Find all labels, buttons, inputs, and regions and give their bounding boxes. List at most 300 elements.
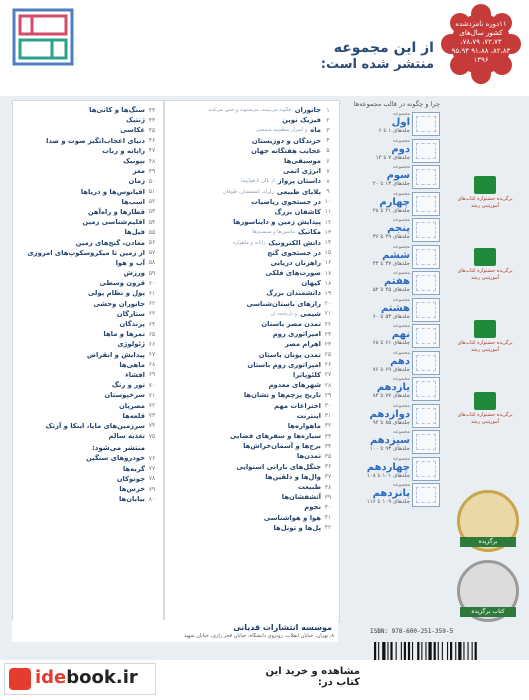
book-title: نجوم: [304, 503, 321, 512]
book-item: [169, 125, 335, 135]
thumbnail-frame: [416, 381, 436, 397]
volume-thumbnail-icon: [412, 351, 440, 375]
volume-thumbnail-icon: [412, 165, 440, 189]
book-title: ستارگان: [116, 309, 145, 318]
volume-meta: [373, 191, 410, 215]
book-number: ۶۰: [148, 279, 156, 287]
series-logo: [12, 8, 74, 66]
book-item: [17, 309, 159, 319]
book-number: ۳۴: [324, 442, 332, 450]
book-number: ۴۱: [324, 514, 332, 522]
book-item: [17, 350, 159, 360]
book-item: [17, 217, 159, 227]
book-title: مکانیک: [298, 228, 321, 237]
book-title: ماه: [310, 126, 321, 135]
book-number: ۹: [326, 188, 330, 196]
volume-range: جلدهای ۸۵ تا ۹۲: [372, 419, 410, 426]
book-number: ۱۵: [324, 249, 332, 257]
book-item: [169, 227, 335, 237]
volume-label: مجموعه: [392, 482, 410, 488]
book-number: ۱۸: [324, 279, 332, 287]
book-number: ۴: [326, 137, 330, 145]
award-caption: برگزیده جشنواره کتاب‌های آموزشی رشد: [457, 412, 513, 425]
book-award-icon: [474, 176, 496, 194]
book-item: [169, 421, 335, 431]
book-item: [169, 350, 335, 360]
book-title: داستان پرواز: [277, 177, 321, 186]
book-number: ۵: [326, 147, 330, 155]
volume-label: مجموعه: [392, 296, 410, 303]
book-number: ۴۶: [148, 137, 156, 145]
award-caption: برگزیده جشنواره کتاب‌های آموزشی رشد: [457, 268, 513, 281]
volume-thumbnail-icon: [412, 218, 440, 242]
book-number: ۳۰: [324, 402, 332, 410]
book-number: ۱۳: [324, 228, 332, 236]
book-item: [169, 319, 335, 329]
thumbnail-frame: [416, 275, 436, 291]
volume-thumbnail-icon: [412, 377, 440, 401]
book-title: انرژی اتمی: [283, 167, 321, 176]
book-item: [169, 207, 335, 217]
volume-entry: [342, 428, 440, 455]
book-number: ۵۳: [148, 208, 156, 216]
book-title: تمرها و ماها: [103, 330, 145, 339]
volume-name: پنجم: [387, 223, 410, 234]
book-title: کاشفان بزرگ: [274, 207, 321, 216]
book-item: [169, 523, 335, 533]
book-item: [17, 166, 159, 176]
book-number: ۲۷: [324, 371, 332, 379]
book-title: سنگ‌ها و کانی‌ها: [89, 106, 145, 115]
book-title: منتشر می‌شود:: [91, 444, 145, 453]
volume-entry: [342, 349, 440, 376]
volume-label: مجموعه: [392, 137, 410, 144]
book-number: ۵۶: [148, 239, 156, 247]
book-item: [169, 217, 335, 227]
book-item: [17, 176, 159, 186]
book-item: [17, 268, 159, 278]
book-subtitle: زلزله، آتشفشان، طوفان: [223, 188, 274, 195]
volume-range: جلدهای ۱۳ تا ۲۰: [372, 181, 410, 187]
book-title: خرس‌ها: [119, 485, 145, 494]
book-item: [17, 411, 159, 421]
volume-thumbnail-icon: [412, 139, 440, 163]
book-number: ۲۶: [324, 361, 332, 369]
left-list: [13, 101, 163, 508]
volume-label: مجموعه: [392, 217, 410, 223]
book-item: [169, 431, 335, 441]
book-number: ۱۱: [324, 208, 332, 216]
book-title: جانوران: [294, 106, 321, 115]
book-item: [17, 136, 159, 146]
book-title: آب و هوا: [115, 258, 145, 267]
book-number: ۵۷: [148, 249, 156, 257]
book-title: کیهان: [301, 279, 321, 288]
volume-entry: [342, 243, 440, 270]
header: [0, 0, 529, 96]
book-item: [17, 319, 159, 329]
book-item: [169, 115, 335, 125]
book-title: بیونیک: [123, 157, 145, 166]
volume-entry: [342, 163, 440, 190]
book-number: ۱۲: [324, 218, 332, 226]
book-subtitle: چگونه می‌بینند، می‌شنوند و حس می‌کنند: [208, 107, 292, 114]
volume-name: چهارم: [379, 196, 410, 208]
book-number: ۳۸: [324, 483, 332, 491]
book-item: [169, 492, 335, 502]
book-item: [17, 484, 159, 494]
book-title: پرندگان: [119, 320, 145, 329]
book-number: ۷۵: [148, 432, 156, 440]
headline: [321, 40, 434, 73]
book-title: زمان: [128, 177, 145, 186]
book-title: برج‌ها و آسمان‌خراش‌ها: [243, 442, 321, 451]
publisher-name: موسسه انتشارات قدیانی: [233, 623, 332, 632]
volume-name: دوم: [391, 143, 410, 155]
book-item: [169, 339, 335, 349]
volume-entry: [342, 322, 440, 349]
book-title: پیدایش و انقراض: [86, 350, 145, 359]
book-item: [17, 474, 159, 484]
book-title: تمدن یونان باستان: [258, 350, 321, 359]
thumbnail-frame: [416, 434, 436, 450]
book-title: فیزیک نوین: [282, 116, 321, 125]
book-title: تغذیه سالم: [108, 432, 145, 441]
volume-column: [342, 100, 440, 508]
book-item: [169, 390, 335, 400]
silver-seal: [457, 560, 519, 622]
volume-entry: [342, 296, 440, 323]
book-number: ۳: [326, 126, 330, 134]
book-title: عکاسی: [120, 126, 145, 135]
book-title: اقلیم‌شناسی زمین: [82, 218, 145, 227]
volume-name: یازدهم: [376, 382, 410, 393]
book-item: [17, 494, 159, 504]
volume-range: جلدهای ۵۳ تا ۶۰: [372, 313, 410, 320]
book-number: ۵۲: [148, 198, 156, 206]
book-title: رایانه و ربات: [102, 146, 145, 155]
book-number: ۲۴: [324, 340, 332, 348]
volume-meta: [373, 164, 410, 188]
book-award-icon: [474, 248, 496, 266]
book-title: راهزنان دریایی: [270, 258, 321, 267]
book-number: ۶۳: [148, 310, 156, 318]
book-item: [169, 441, 335, 451]
book-item: [17, 421, 159, 431]
book-number: ۴۳: [148, 106, 156, 114]
volume-thumbnail-icon: [412, 245, 440, 269]
book-title: نور و رنگ: [111, 381, 145, 390]
volume-meta: [373, 350, 410, 374]
book-item: [169, 360, 335, 370]
book-number: ۶۵: [148, 330, 156, 338]
volume-label: مجموعه: [392, 429, 410, 435]
volume-name: چهاردهم: [366, 461, 410, 473]
volume-range: جلدهای ۶۱ تا ۶۸: [372, 340, 410, 346]
book-number: ۴۴: [148, 116, 156, 124]
volume-entry: [342, 455, 440, 482]
book-number: ۱۶: [324, 259, 332, 267]
book-title: عجایب هفتگانه جهان: [251, 146, 321, 155]
book-item: [17, 278, 159, 288]
book-title: مغز: [132, 167, 145, 176]
book-list-middle: [164, 100, 340, 622]
book-title: طبیعت: [298, 483, 321, 492]
book-number: ۶۲: [148, 300, 156, 308]
book-number: ۷: [326, 167, 330, 175]
volume-range: جلدهای ۹۳ تا ۱۰۰: [369, 446, 410, 452]
book-number: ۶: [326, 157, 330, 165]
mid-list: [165, 101, 339, 537]
award-badge: [455, 392, 515, 440]
volume-entry: [342, 481, 440, 508]
book-title: جونوکان: [116, 474, 145, 483]
book-number: ۳۲: [324, 422, 332, 430]
book-title: مصریان: [118, 401, 145, 410]
book-title: رازهای باستان‌شناسی: [246, 299, 321, 308]
volume-entry: [342, 137, 440, 164]
book-number: ۴۰: [324, 503, 332, 511]
book-item: [169, 502, 335, 512]
book-subtitle: ماشین‌ها و سیستم‌ها: [252, 229, 295, 236]
publisher-bar: [12, 620, 338, 642]
book-title: صورت‌های فلکی: [265, 269, 321, 278]
book-title: جانوران وحشی: [93, 299, 145, 308]
book-number: ۵۵: [148, 228, 156, 236]
thumbnail-frame: [416, 143, 436, 159]
volume-label: مجموعه: [392, 111, 410, 117]
book-title: دانشمندان بزرگ: [266, 289, 321, 298]
volume-label: مجموعه: [392, 190, 410, 197]
book-list-left: [12, 100, 164, 622]
book-number: ۱۷: [324, 269, 332, 277]
book-title: اسب‌ها: [121, 197, 145, 206]
volume-meta: [376, 138, 410, 162]
book-number: ۷۳: [148, 412, 156, 420]
book-number: ۷۱: [148, 391, 156, 399]
volume-name: هفتم: [383, 276, 410, 287]
volume-range: جلدهای ۲۱ تا ۲۸: [372, 207, 410, 214]
nomination-badge: [441, 4, 521, 84]
volume-label: مجموعه: [392, 349, 410, 356]
volume-thumbnail-icon: [412, 430, 440, 454]
book-item: [169, 268, 335, 278]
award-badge: [455, 176, 515, 224]
book-number: ۵۸: [148, 259, 156, 267]
book-title: ماهی‌ها: [119, 360, 145, 369]
book-title: امپراتوری روم باستان: [247, 360, 321, 369]
book-number: ۲۹: [324, 391, 332, 399]
idebook-logo-icon: [9, 668, 31, 690]
book-number: ۲۰: [324, 300, 332, 308]
book-title: خزندگان و دوزیستان: [251, 136, 321, 145]
book-item: [169, 309, 335, 319]
volume-entry: [342, 269, 440, 296]
thumbnail-frame: [416, 487, 436, 503]
book-number: ۷۹: [148, 485, 156, 493]
volume-entry: [342, 190, 440, 217]
book-title: هوا و هواشناسی: [263, 513, 321, 522]
book-title: معادن، گنج‌های زمین: [75, 238, 145, 247]
book-number: ۵۴: [148, 218, 156, 226]
book-number: ۲۸: [324, 381, 332, 389]
book-title: بلایای طبیعی: [276, 187, 321, 196]
book-title: اقیانوس‌ها و دریاها: [80, 187, 145, 196]
book-title: موسیقی‌ها: [284, 157, 321, 166]
thumbnail-frame: [416, 169, 436, 185]
book-item: [169, 176, 335, 186]
volume-range: جلدهای ۱۰۱ تا ۱۰۸: [366, 472, 410, 479]
book-item: [17, 125, 159, 135]
thumbnail-frame: [416, 222, 436, 238]
book-item: [17, 464, 159, 474]
book-title: بیابان‌ها: [118, 495, 145, 504]
volume-range: جلدهای ۲۹ تا ۳۶: [372, 234, 410, 240]
book-title: پول و نظام پولی: [88, 289, 145, 298]
volume-meta: [373, 217, 410, 241]
book-subtitle: و اسرار منظومه شمسی: [255, 127, 308, 134]
book-title: آتشفشان‌ها: [281, 493, 321, 502]
brand-part-a: ide: [35, 667, 67, 688]
award-caption: برگزیده جشنواره کتاب‌های آموزشی رشد: [457, 340, 513, 353]
book-item: [17, 248, 159, 258]
brand-part-b: book.ir: [66, 667, 138, 688]
buy-text: مشاهده و خرید این کتاب در:: [265, 666, 360, 688]
volume-thumbnail-icon: [412, 404, 440, 428]
book-title: اینترنت: [296, 411, 321, 420]
book-number: ۷۸: [148, 475, 156, 483]
book-number: ۸: [326, 177, 330, 185]
volume-meta: [370, 403, 410, 427]
seal-caption: کتاب برگزیده: [460, 607, 516, 617]
idebook-brand: [35, 667, 138, 688]
book-award-icon: [474, 320, 496, 338]
volume-thumbnail-icon: [412, 192, 440, 216]
book-number: ۷۷: [148, 465, 156, 473]
volume-thumbnail-icon: [412, 324, 440, 348]
book-title: افشاء: [125, 370, 145, 379]
book-item: [169, 248, 335, 258]
book-title: قرون وسطی: [99, 279, 145, 288]
book-item: [17, 380, 159, 390]
volume-label: مجموعه: [392, 402, 410, 409]
book-subtitle: رایانه و ماهواره: [233, 239, 266, 246]
volume-entry: [342, 375, 440, 402]
book-number: ۴۲: [324, 524, 332, 532]
book-title: تمدن‌ها: [296, 452, 321, 461]
book-number: ۷۲: [148, 402, 156, 410]
volume-label: مجموعه: [392, 455, 410, 462]
volume-name: پانزدهم: [372, 488, 410, 499]
book-title: فیل‌ها: [124, 228, 145, 237]
book-subtitle: از بالن تا هواپیما: [241, 178, 275, 185]
volume-name: ششم: [382, 249, 410, 261]
book-title: شهرهای معدوم: [268, 381, 321, 390]
volume-meta: [373, 270, 410, 294]
book-number: ۲۲: [324, 320, 332, 328]
book-number: ۴۷: [148, 147, 156, 155]
award-caption: برگزیده جشنواره کتاب‌های آموزشی رشد: [457, 196, 513, 209]
gold-seal: [457, 490, 519, 552]
volume-meta: [367, 482, 410, 506]
book-award-icon: [474, 392, 496, 410]
book-number: ۴۸: [148, 157, 156, 165]
volume-entry: [342, 216, 440, 243]
thumbnail-frame: [416, 328, 436, 344]
book-title: در جستجوی ریاضیات: [251, 197, 321, 206]
book-item: [169, 400, 335, 410]
book-number: ۲۵: [324, 351, 332, 359]
book-item: [169, 278, 335, 288]
book-item: [17, 156, 159, 166]
book-item: [17, 146, 159, 156]
book-number: ۳۱: [324, 412, 332, 420]
volume-meta: [370, 429, 410, 453]
book-number: ۲۳: [324, 330, 332, 338]
thumbnail-frame: [416, 461, 436, 477]
book-item: [169, 451, 335, 461]
volume-list: [342, 110, 440, 508]
book-item: [17, 227, 159, 237]
book-item: [17, 207, 159, 217]
list-section-heading: [17, 443, 159, 453]
book-item: [169, 166, 335, 176]
book-title: ورزش: [123, 269, 145, 278]
book-item: [169, 299, 335, 309]
volume-name: سیزدهم: [369, 435, 410, 446]
book-number: ۷۰: [148, 381, 156, 389]
book-item: [169, 370, 335, 380]
book-number: ۷۴: [148, 422, 156, 430]
thumbnail-frame: [416, 302, 436, 318]
volume-range: جلدهای ۴۵ تا ۵۲: [372, 287, 410, 293]
book-title: پل‌ها و تونل‌ها: [273, 523, 321, 532]
volume-range: جلدهای ۱۰۹ تا ۱۱۶: [366, 499, 410, 505]
book-title: در جستجوی گنج: [267, 248, 321, 257]
book-number: ۶۸: [148, 361, 156, 369]
book-number: ۶۷: [148, 351, 156, 359]
book-number: ۳۷: [324, 473, 332, 481]
volume-label: مجموعه: [392, 270, 410, 276]
volume-thumbnail-icon: [412, 457, 440, 481]
book-item: [17, 370, 159, 380]
book-item: [169, 187, 335, 197]
book-number: ۶۱: [148, 289, 156, 297]
book-item: [169, 472, 335, 482]
book-item: [169, 513, 335, 523]
book-title: ماهواره‌ها: [287, 421, 321, 430]
book-item: [169, 482, 335, 492]
book-number: ۵۰: [148, 177, 156, 185]
thumbnail-frame: [416, 116, 436, 132]
book-item: [169, 105, 335, 115]
volume-entry: [342, 402, 440, 429]
book-title: جنگل‌های بارانی استوایی: [236, 462, 321, 471]
book-number: ۵۱: [148, 188, 156, 196]
book-number: ۶۹: [148, 371, 156, 379]
volume-meta: [373, 376, 410, 400]
volume-label: مجموعه: [392, 323, 410, 329]
book-title: ژئولوژی: [117, 340, 145, 349]
volume-meta: [367, 456, 410, 480]
idebook-link[interactable]: [4, 663, 156, 695]
book-title: سرخپوستان: [104, 391, 145, 400]
book-item: [17, 390, 159, 400]
book-title: سرزمین‌های مایا، اینکا و آزتک: [45, 421, 145, 430]
book-item: [169, 462, 335, 472]
volume-range: جلدهای ۷ تا ۱۲: [375, 154, 410, 161]
volume-label: مجموعه: [392, 164, 410, 170]
